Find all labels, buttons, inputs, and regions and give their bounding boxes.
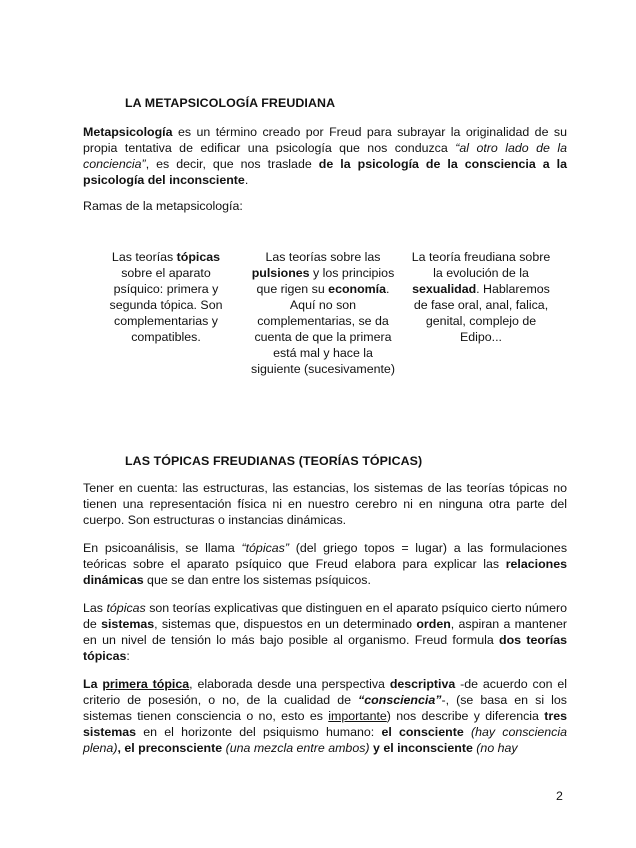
p3-text-c: son teorías explicativas que distinguen en el aparato psíquico cierto número de bbox=[83, 601, 567, 631]
c2-bold-economia: economía bbox=[328, 282, 387, 296]
p3-bold-sistemas: sistemas bbox=[101, 617, 155, 631]
p2-text-e: que se dan entre los sistemas psíquicos. bbox=[143, 573, 371, 587]
p3-italic: tópicas bbox=[106, 601, 146, 615]
p4-text-k: en el horizonte del psiquismo humano: bbox=[136, 725, 382, 739]
intro-text-3: . bbox=[244, 173, 249, 187]
p2-text-c: (del griego topos = lugar) a las formulaciones teóricas sobre el aparato psíquico que Freud elabora para explicar las bbox=[83, 541, 568, 571]
p2-text-a: En psicoanálisis, se llama bbox=[83, 541, 242, 555]
p4-no-hay: (no hay bbox=[476, 741, 518, 755]
p4-text-e: -de acuerdo con el criterio de posesión, o no, de la cualidad de bbox=[83, 677, 568, 707]
p4-bold-descriptiva: descriptiva bbox=[389, 677, 456, 691]
c2-text-c: y los principios que rigen su bbox=[256, 266, 395, 296]
p4-mezcla: (una mezcla entre ambos) bbox=[225, 741, 370, 755]
p2-italic: “tópicas” bbox=[241, 541, 289, 555]
paragraph-psicoanalisis bbox=[83, 540, 567, 588]
intro-paragraph bbox=[83, 124, 567, 188]
paragraph-primera-topica bbox=[83, 676, 567, 756]
p3-text-e: , sistemas que, dispuestos en un determinado bbox=[154, 617, 417, 631]
intro-text-2: , es decir, que nos traslade bbox=[145, 157, 319, 171]
p4-el-inconsciente: el inconsciente bbox=[383, 741, 473, 755]
intro-text-1: es un término creado por Freud para subrayar la originalidad de su propia tentativa de edificar una psicología que nos conduzca bbox=[83, 125, 567, 155]
p3-text-i: : bbox=[126, 649, 130, 663]
c2-text-f: Aquí no son complementarias, se da cuenta de que la primera está mal y hace la siguiente (sucesivamente) bbox=[251, 298, 395, 376]
c1-text-a: Las teorías bbox=[111, 250, 177, 264]
c1-text-c: sobre el aparato psíquico: primera y segunda tópica. Son complementarias y compatibles. bbox=[109, 266, 223, 344]
ramas-label: Ramas de la metapsicología: bbox=[83, 199, 243, 213]
p3-bold-orden: orden bbox=[416, 617, 451, 631]
paragraph-tener-en-cuenta: Tener en cuenta: las estructuras, las estancias, los sistemas de las teorías tópicas no tienen una representación física ni en nuestro cerebro ni en ninguna otra parte del cuerpo. Son estructuras o instancias dinámicas. bbox=[83, 481, 567, 527]
p4-hay-consciencia: (hay consciencia plena) bbox=[83, 725, 567, 755]
page-number: 2 bbox=[556, 789, 563, 803]
p4-y: y bbox=[369, 741, 384, 755]
heading-metapsicologia: LA METAPSICOLOGÍA FREUDIANA bbox=[125, 96, 336, 110]
c2-text-e: . bbox=[386, 282, 390, 296]
p4-text-g: -, (se basa en si los sistemas tienen consciencia o no, esto es bbox=[83, 693, 567, 723]
c3-text-a: La teoría freudiana sobre la evolución de la bbox=[411, 250, 551, 280]
p4-importante: importante bbox=[328, 709, 387, 723]
c1-bold: tópicas bbox=[176, 250, 221, 264]
p4-text-c: , elaborada desde una perspectiva bbox=[189, 677, 390, 691]
c3-bold: sexualidad bbox=[412, 282, 477, 296]
p4-text-a: La bbox=[83, 677, 103, 691]
column-topicas bbox=[97, 249, 235, 345]
p4-text-i: ) nos describe y diferencia bbox=[386, 709, 545, 723]
p4-el-preconsciente: el preconsciente bbox=[124, 741, 223, 755]
p4-el-consciente: el consciente bbox=[381, 725, 464, 739]
c2-bold-pulsiones: pulsiones bbox=[251, 266, 310, 280]
c2-text-a: Las teorías sobre las bbox=[265, 250, 381, 264]
p4-tres-sistemas: tres sistemas bbox=[83, 709, 567, 739]
column-pulsiones bbox=[250, 249, 396, 377]
intro-bold-end: de la psicología de la consciencia a la psicología del inconsciente bbox=[83, 157, 568, 187]
intro-quote: “al otro lado de la conciencia” bbox=[83, 141, 567, 171]
p4-space-1 bbox=[464, 725, 471, 739]
p3-bold-dos-teorias: dos teorías tópicas bbox=[83, 633, 567, 663]
c3-text-c: . Hablaremos de fase oral, anal, falica, genital, complejo de Edipo... bbox=[413, 282, 550, 344]
p4-primera-topica: primera tópica bbox=[102, 677, 190, 691]
p3-text-a: Las bbox=[83, 601, 107, 615]
paragraph-las-topicas bbox=[83, 600, 567, 664]
heading-topicas: LAS TÓPICAS FREUDIANAS (TEORÍAS TÓPICAS) bbox=[125, 454, 423, 468]
p3-text-g: , aspiran a mantener en un nivel de tensión lo más bajo posible al organismo. Freud formula bbox=[83, 617, 567, 647]
p4-comma: , bbox=[117, 741, 125, 755]
column-sexualidad bbox=[406, 249, 556, 345]
term-metapsicologia: Metapsicología bbox=[83, 125, 173, 139]
p4-consciencia: “consciencia” bbox=[358, 693, 442, 707]
p2-bold: relaciones dinámicas bbox=[83, 557, 567, 587]
